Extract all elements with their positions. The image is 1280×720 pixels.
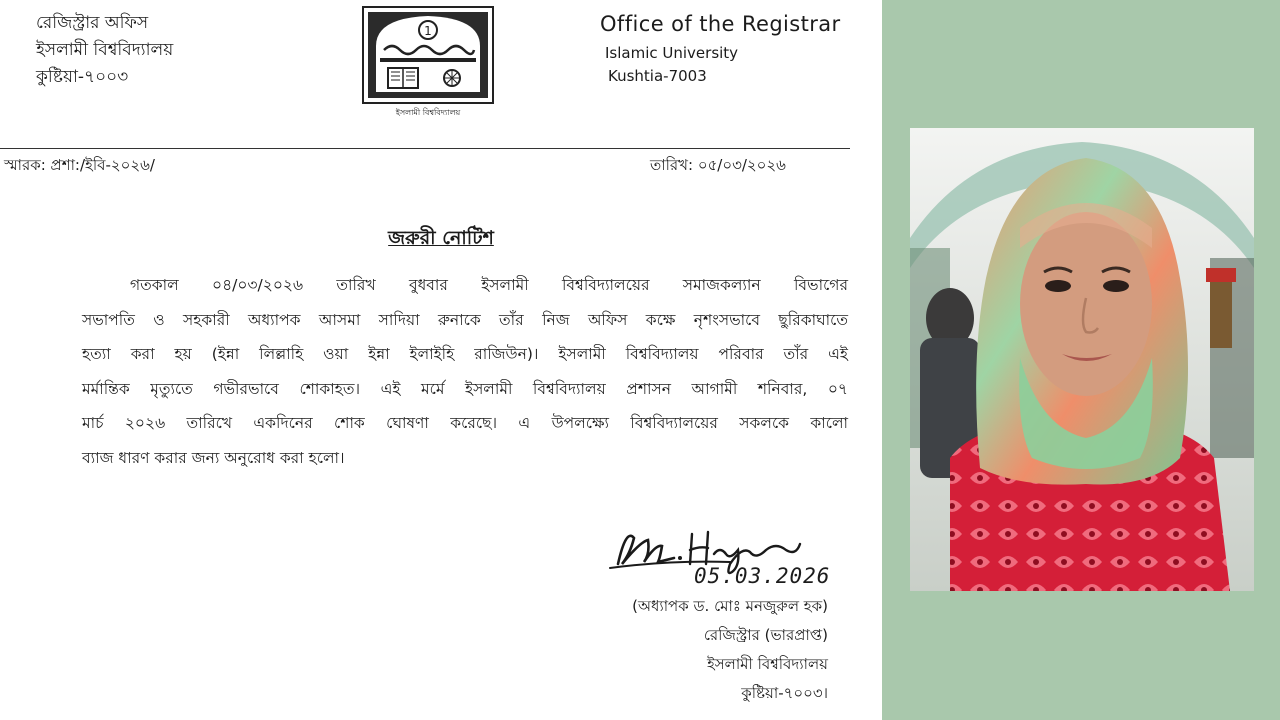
notice-date: তারিখ: ০৫/০৩/২০২৬ [650,156,786,174]
notice-line-2: সভাপতি ও সহকারী অধ্যাপক আসমা সাদিয়া রুনাকে তাঁর নিজ অফিস কক্ষে নৃশংসভাবে ছুরিকাঘাতে [82,310,848,329]
header-divider [0,148,850,149]
notice-line-4: মর্মান্তিক মৃত্যুতে গভীরভাবে শোকাহত। এই মর্মে ইসলামী বিশ্ববিদ্যালয় প্রশাসন আগামী শনিবার, ০৭ [82,379,848,398]
handwritten-date: 05.03.2026 [694,564,831,588]
university-seal-icon [362,6,494,104]
logo-caption: ইসলামী বিশ্ববিদ্যালয় [395,108,461,117]
header-bangla-address [36,10,173,91]
signatory-designation: রেজিস্ট্রার (ভারপ্রাপ্ত) [703,626,828,644]
header-bn-university: ইসলামী বিশ্ববিদ্যালয় [36,40,174,60]
portrait-photo-icon [910,128,1254,591]
university-seal-logo [362,6,494,120]
signatory-place: কুষ্টিয়া-৭০০৩। [741,684,828,702]
signatory-details [560,592,828,708]
notice-title-wrap [0,224,882,256]
memo-number: স্মারক: প্রশা:/ইবি-২০২৬/ [4,156,155,174]
header-english-address [600,12,841,85]
signatory-name: (অধ্যাপক ড. মোঃ মনজুরুল হক) [632,597,828,615]
header-en-university: Islamic University [605,44,739,62]
notice-line-1: গতকাল ০৪/০৩/২০২৬ তারিখ বুধবার ইসলামী বিশ্ববিদ্যালয়ের সমাজকল্যান বিভাগের [130,276,848,294]
header-bn-city: কুষ্টিয়া-৭০০৩ [36,67,129,87]
signatory-org: ইসলামী বিশ্ববিদ্যালয় [706,655,828,673]
svg-text:1: 1 [424,24,432,38]
notice-line-6: ব্যাজ ধারণ করার জন্য অনুরোধ করা হলো। [82,448,345,467]
header-en-city: Kushtia-7003 [608,67,707,85]
header-bn-office: রেজিস্ট্রার অফিস [36,13,149,33]
portrait-photo [910,128,1254,591]
notice-line-3: হত্যা করা হয় (ইন্না লিল্লাহি ওয়া ইন্না ইলাইহি রাজিউন)। ইসলামী বিশ্ববিদ্যালয় পরিবার তাঁর এই [82,345,848,364]
notice-line-5: মার্চ ২০২৬ তারিখে একদিনের শোক ঘোষণা করেছে। এ উপলক্ষ্যে বিশ্ববিদ্যালয়ের সকলকে কালো [82,414,848,433]
notice-title: জরুরী নোটিশ [388,227,494,249]
header-en-title: Office of the Registrar [600,12,841,36]
notice-body [82,268,848,476]
